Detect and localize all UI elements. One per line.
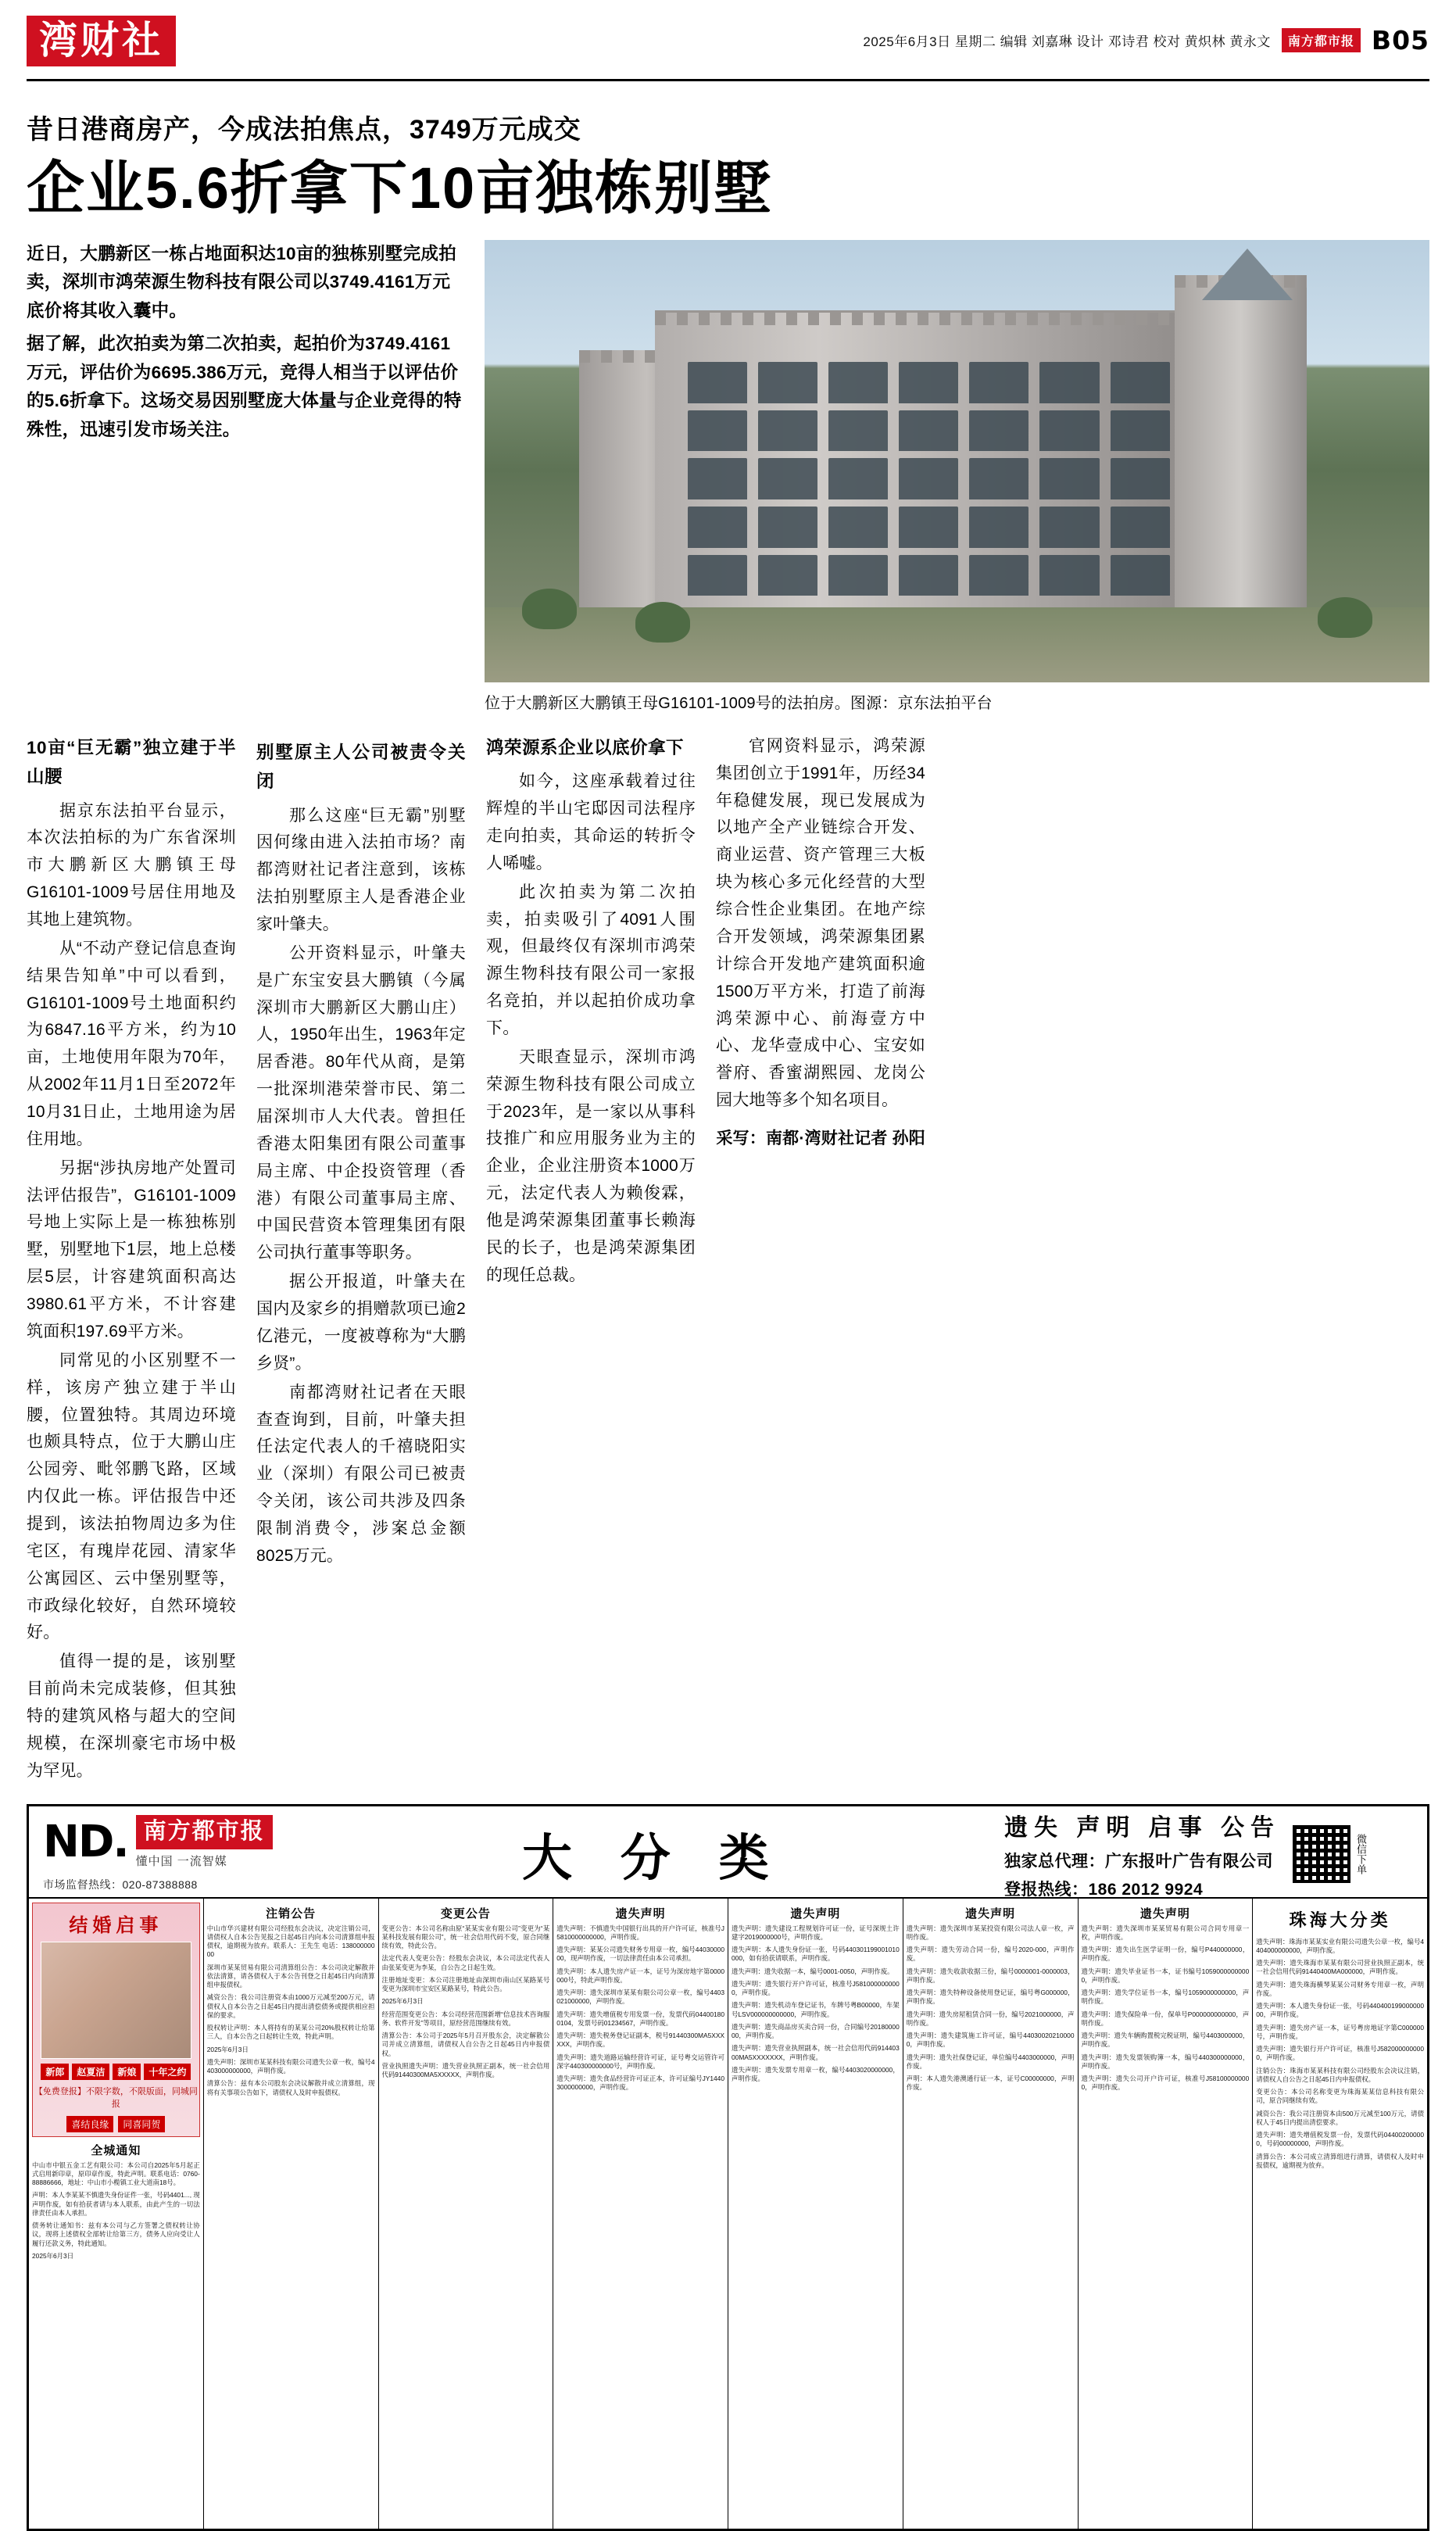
- photo-caption: 位于大鹏新区大鹏镇王母G16101-1009号的法拍房。图源：京东法拍平台: [485, 694, 993, 712]
- classifieds-item: 遗失声明：遗失税务登记证副本，税号91440300MA5XXXXXX，声明作废。: [556, 2032, 724, 2049]
- classifieds-item: 遗失声明：遗失发票领购簿一本，编号440300000000，声明作废。: [1081, 2053, 1250, 2070]
- body-column-4: [716, 733, 925, 1787]
- classifieds-item: 遗失声明：遗失房屋租赁合同一份，编号2021000000，声明作废。: [906, 2010, 1075, 2027]
- classifieds-item: 遗失声明：遗失银行开户许可证，核准号J5810000000000，声明作废。: [732, 1979, 900, 1997]
- classifieds-item: 遗失声明：遗失机动车登记证书，车牌号粤B00000，车架号LSV000000000000，声明作废。: [732, 2001, 900, 2018]
- classifieds-item: 遗失声明：本人遗失身份证一张，号码440301199001010000，如有拾获请联系，声明作废。: [732, 1946, 900, 1963]
- body-paragraph: 据公开报道，叶肇夫在国内及家乡的捐赠款项已逾2亿港元，一度被尊称为“大鹏乡贤”。: [256, 1273, 466, 1373]
- qr-label: 微信下单: [1355, 1833, 1367, 1874]
- nd-logo-cn: 南方都市报: [136, 1815, 273, 1849]
- classifieds-item: 遗失声明：本人遗失房产证一本，证号为深房地字第0000000号，特此声明作废。: [556, 1967, 724, 1984]
- wedding-foot-tag: 喜结良缘: [66, 2116, 113, 2132]
- article-body: [27, 733, 1429, 1787]
- body-paragraph: 官网资料显示，鸿荣源集团创立于1991年，历经34年稳健发展，现已发展成为以地产全产业链综合开发、商业运营、资产管理三大板块为核心多元化经营的大型综合性企业集团。在地产综合开发领域，鸿荣源集团累计综合开发地产建筑面积逾1500万平方米，打造了前海鸿荣源中心、前海壹方中心、龙华壹成中心、宝安如誉府、香蜜湖熙园、龙岗公园大地等多个知名项目。: [716, 736, 925, 1110]
- classifieds-item: 遗失声明：遗失公司开户许可证，核准号J581000000000，声明作废。: [1081, 2075, 1250, 2092]
- wedding-ad-title: 结婚启事: [69, 1914, 163, 1936]
- classifieds-hotline: 登报热线：186 2012 9924: [1003, 1880, 1204, 1899]
- classifieds-item: 变更公告：本公司名称由原“某某实业有限公司”变更为“某某科技发展有限公司”，统一社会信用代码不变，原合同继续有效，特此公告。: [381, 1924, 550, 1950]
- wedding-ad-tags: [33, 2064, 199, 2080]
- classifieds-item: 遗失声明：不慎遗失中国银行出具的开户许可证，核准号J5810000000000，声明作废。: [556, 1924, 724, 1941]
- classifieds-item: 经营范围变更公告：本公司经营范围新增“信息技术咨询服务、软件开发”等项目，原经营范围继续有效。: [381, 2010, 550, 2027]
- classifieds-item: 遗失声明：遗失出生医学证明一份，编号P440000000，声明作废。: [1081, 1946, 1250, 1963]
- body-paragraph: 从“不动产登记信息查询结果告知单”中可以看到，G16101-1009号土地面积约为6847.16平方米，约为10亩，土地使用年限为70年，从2002年11月1日至2072年10月31日止，土地用途为居住用地。: [27, 939, 236, 1148]
- wedding-tag: 十年之约: [144, 2064, 191, 2080]
- section-subhead: 别墅原主人公司被责令关闭: [256, 742, 466, 792]
- classifieds-right-title: 遗失 声明 启事 公告: [1003, 1814, 1280, 1841]
- photo-column: [485, 240, 1429, 713]
- wedding-tag: 赵夏洁: [72, 2064, 109, 2080]
- classifieds-item: 遗失声明：某某公司遗失财务专用章一枚，编号4403000000，现声明作废，一切法律责任由本公司承担。: [556, 1946, 724, 1963]
- lead-row: [27, 240, 1429, 713]
- classifieds-column-6: [903, 1899, 1079, 2529]
- page-number: B05: [1371, 25, 1429, 55]
- classifieds-item: 遗失声明：遗失学位证书一本，编号1059000000000，声明作废。: [1081, 1989, 1250, 2006]
- classifieds-item: 变更公告：本公司名称变更为珠海某某信息科技有限公司，原合同继续有效。: [1256, 2088, 1424, 2105]
- classifieds-item: 遗失声明：遗失保险单一份，保单号P000000000000，声明作废。: [1081, 2010, 1250, 2027]
- classifieds-column-title: 遗失声明: [1139, 1906, 1190, 1921]
- wedding-ad-photo: [41, 1942, 191, 2059]
- classifieds-item: 声明：本人李某某不慎遗失身份证件一张，号码4401..., 现声明作废，如有拾获者请与本人联系，由此产生的一切法律责任由本人承担。: [32, 2191, 200, 2217]
- classifieds-item: 遗失声明：遗失商品房买卖合同一份，合同编号2018000000，声明作废。: [732, 2022, 900, 2040]
- wedding-foot-tag: 同喜同贺: [118, 2116, 165, 2132]
- classifieds-column-3: [379, 1899, 554, 2529]
- classifieds-item: 遗失声明：遗失收款收据三份，编号0000001-0000003，声明作废。: [906, 1967, 1075, 1984]
- classifieds-item: 遗失声明：遗失特种设备使用登记证，编号粤G000000，声明作废。: [906, 1989, 1075, 2006]
- classifieds-item: 遗失声明：遗失食品经营许可证正本，许可证编号JY14403000000000，声明作废。: [556, 2075, 724, 2092]
- classifieds-column-8: [1253, 1899, 1427, 2529]
- body-column-2: [256, 733, 466, 1787]
- classifieds-item: 遗失声明：遗失增值税发票一份，发票代码044002000000，号码00000000，声明作废。: [1256, 2131, 1424, 2148]
- nd-logo-block: [43, 1815, 273, 1892]
- body-paragraph: 天眼查显示，深圳市鸿荣源生物科技有限公司成立于2023年，是一家以从事科技推广和应用服务业为主的企业，企业注册资本1000万元，法定代表人为赖俊霖，他是鸿荣源集团董事长赖海民的长子，也是鸿荣源集团的现任总裁。: [486, 1047, 696, 1284]
- classifieds-item: 法定代表人变更公告：经股东会决议，本公司法定代表人由张某变更为李某，自公告之日起生效。: [381, 1954, 550, 1971]
- classifieds-item: 中山市华兴建材有限公司经股东会决议，决定注销公司，请债权人自本公告见报之日起45日内向本公司清算组申报债权，逾期视为放弃。联系人：王先生 电话：13800000000: [206, 1924, 375, 1959]
- classifieds-item: 注销公告：珠海市某某科技有限公司经股东会决议注销，请债权人自公告之日起45日内申报债权。: [1256, 2066, 1424, 2083]
- classifieds-item: 遗失声明：遗失营业执照副本，统一社会信用代码91440300MA5XXXXXXX，声明作废。: [732, 2044, 900, 2061]
- wedding-ad-line: 【免费登报】不限字数，不限版面，同城同报: [34, 2086, 198, 2109]
- classifieds-item: 清算公告：兹有本公司股东会决议解散并成立清算组，现将有关事项公告如下，请债权人及时申报债权。: [206, 2079, 375, 2096]
- lead-paragraph: 近日，大鹏新区一栋占地面积达10亩的独栋别墅完成拍卖，深圳市鸿荣源生物科技有限公司以3749.4161万元底价将其收入囊中。: [27, 243, 457, 320]
- classifieds-item: 2025年6月3日: [206, 2045, 249, 2053]
- body-paragraph: 如今，这座承载着过往辉煌的半山宅邸因司法程序走向拍卖，其命运的转折令人唏嘘。: [486, 772, 696, 872]
- classifieds-column-title: 遗失声明: [965, 1906, 1016, 1921]
- masthead: [27, 14, 1429, 81]
- classifieds-item: 2025年6月3日: [381, 1997, 424, 2006]
- body-paragraph: 公开资料显示，叶肇夫是广东宝安县大鹏镇（今属深圳市大鹏新区大鹏山庄）人，1950年出生，1963年定居香港。80年代从商，是第一批深圳港荣誉市民、第二届深圳市人大代表。曾担任香港太阳集团有限公司董事局主席、中企投资管理（香港）有限公司董事局主席、中国民营资本管理集团有限公司执行董事等职务。: [256, 943, 466, 1262]
- body-paragraph: 那么这座“巨无霸”别墅因何缘由进入法拍市场？南都湾财社记者注意到，该栋法拍别墅原主人是香港企业家叶肇夫。: [256, 806, 466, 934]
- classifieds-item: 遗失声明：遗失劳动合同一份，编号2020-000，声明作废。: [906, 1946, 1075, 1963]
- body-paragraph: 此次拍卖为第二次拍卖，拍卖吸引了4091人围观，但最终仅有深圳市鸿荣源生物科技有限公司一家报名竞拍，并以起拍价成功拿下。: [486, 882, 696, 1037]
- classifieds-item: 遗失声明：遗失深圳市某某贸易有限公司合同专用章一枚，声明作废。: [1081, 1924, 1250, 1941]
- classifieds-item: 遗失声明：遗失车辆购置税完税证明，编号4403000000，声明作废。: [1081, 2032, 1250, 2049]
- section-logo: 湾财社: [27, 16, 176, 66]
- classifieds-column-title: 遗失声明: [615, 1906, 666, 1921]
- photo-ground: [485, 607, 1429, 682]
- classifieds-column-title: 变更公告: [440, 1906, 491, 1921]
- body-column-1: [27, 733, 236, 1787]
- photo-tower-right: [1175, 275, 1307, 620]
- lead-paragraph: 据了解，此次拍卖为第二次拍卖，起拍价为3749.4161万元，评估价为6695.386万元，竞得人相当于以评估价的5.6折拿下。这场交易因别墅庞大体量与企业竞得的特殊性，迅速引发市场关注。: [27, 334, 462, 439]
- classifieds-item: 声明：本人遗失港澳通行证一本，证号C00000000，声明作废。: [906, 2075, 1075, 2092]
- market-hotline: 市场监督热线：020-87388888: [43, 1878, 198, 1891]
- article-byline: 采写：南都·湾财社记者 孙阳: [716, 1129, 925, 1147]
- classifieds-item: 遗失声明：遗失增值税专用发票一份，发票代码044001800104，发票号码01234567，声明作废。: [556, 2010, 724, 2027]
- nd-logo: [43, 1815, 273, 1868]
- classifieds-column-title: 全城通知: [91, 2143, 141, 2157]
- wedding-ad-foot: [33, 2116, 199, 2132]
- paper-name: 南方都市报: [1282, 28, 1361, 52]
- wedding-ad[interactable]: [32, 1903, 200, 2137]
- nd-slogan: 懂中国 一流智媒: [135, 1854, 227, 1868]
- classifieds-item: 遗失声明：遗失毕业证书一本，证书编号10590000000000，声明作废。: [1081, 1967, 1250, 1984]
- classifieds-right-block: [1004, 1808, 1413, 1900]
- classifieds-item: 遗失声明：珠海市某某实业有限公司遗失公章一枚，编号4404000000000，声明作废。: [1256, 1937, 1424, 1954]
- classifieds-columns: [29, 1899, 1427, 2529]
- classifieds-title: 大 分 类: [522, 1829, 786, 1886]
- photo-window-grid: [688, 362, 1170, 596]
- classifieds-column-2: [204, 1899, 379, 2529]
- body-column-3: [486, 733, 696, 1787]
- classifieds-column-5: [728, 1899, 903, 2529]
- masthead-credits: 2025年6月3日 星期二 编辑 刘嘉琳 设计 邓诗君 校对 黄炽林 黄永文: [863, 34, 1271, 49]
- classifieds-item: 遗失声明：本人遗失身份证一张，号码44040019900000000，声明作废。: [1256, 2002, 1424, 2019]
- article-kicker: 昔日港商房产，今成法拍焦点，3749万元成交: [27, 115, 581, 145]
- wedding-tag: 新郎: [41, 2064, 69, 2080]
- body-paragraph: 据京东法拍平台显示，本次法拍标的为广东省深圳市大鹏新区大鹏镇王母G16101-1009号居住用地及其地上建筑物。: [27, 801, 236, 929]
- article-photo: [485, 240, 1429, 682]
- body-paragraph: 另据“涉执房地产处置司法评估报告”，G16101-1009号地上实际上是一栋独栋别墅，别墅地下1层，地上总楼层5层，计容建筑面积高达3980.61平方米，不计容建筑面积197.69平方米。: [27, 1158, 236, 1341]
- classifieds-section: [27, 1804, 1429, 2531]
- classifieds-item: 营业执照遗失声明：遗失营业执照正副本，统一社会信用代码91440300MA5XXXXX，声明作废。: [381, 2061, 550, 2079]
- masthead-right: [863, 25, 1429, 55]
- classifieds-item: 遗失声明：遗失珠海横琴某某公司财务专用章一枚，声明作废。: [1256, 1980, 1424, 1997]
- classifieds-header: [29, 1806, 1427, 1899]
- classifieds-item: 遗失声明：遗失发票专用章一枚，编号4403020000000，声明作废。: [732, 2065, 900, 2083]
- classifieds-item: 遗失声明：遗失房产证一本，证号粤房地证字第C000000号，声明作废。: [1256, 2023, 1424, 2040]
- classifieds-item: 清算公告：本公司于2025年5月召开股东会，决定解散公司并成立清算组，请债权人自公告之日起45日内申报债权。: [381, 2032, 550, 2057]
- classifieds-column-1: [29, 1899, 204, 2529]
- nd-logo-mark: ND.: [43, 1816, 128, 1867]
- classifieds-item: 遗失声明：遗失银行开户许可证，核准号J5820000000000，声明作废。: [1256, 2045, 1424, 2062]
- classifieds-item: 减资公告：我公司注册资本由500万元减至100万元，请债权人于45日内提出清偿要求。: [1256, 2109, 1424, 2126]
- photo-villa-main: [655, 310, 1203, 620]
- section-subhead: 鸿荣源系企业以底价拿下: [486, 737, 685, 757]
- wedding-tag: 新娘: [113, 2064, 141, 2080]
- classifieds-item: 清算公告：本公司成立清算组进行清算，请债权人及时申报债权，逾期视为放弃。: [1256, 2152, 1424, 2169]
- classifieds-agent: 独家总代理：广东报叶广告有限公司: [1003, 1852, 1273, 1871]
- article-headline: 企业5.6折拿下10亩独栋别墅: [27, 156, 774, 220]
- classifieds-column-7: [1079, 1899, 1254, 2529]
- classifieds-item: 2025年6月3日: [32, 2251, 74, 2260]
- classifieds-item: 遗失声明：遗失深圳市某某投资有限公司法人章一枚，声明作废。: [906, 1924, 1075, 1941]
- classifieds-item: 减资公告：我公司注册资本由1000万元减至200万元，请债权人自本公告之日起45日内提出清偿债务或提供相应担保的要求。: [206, 1993, 375, 2019]
- classifieds-column-4: [553, 1899, 728, 2529]
- classifieds-column-title: 注销公告: [266, 1906, 317, 1921]
- classifieds-item: 遗失声明：遗失道路运输经营许可证，证号粤交运管许可深字440300000000号，声明作废。: [556, 2053, 724, 2070]
- classifieds-item: 中山市中银五金工艺有限公司：本公司自2025年5月起正式启用新印章，原印章作废，特此声明。联系电话：0760-88886666，地址：中山市小榄镇工业大道南18号。: [32, 2160, 200, 2187]
- body-paragraph: 值得一提的是，该别墅目前尚未完成装修，但其独特的建筑风格与超大的空间规模，在深圳豪宅市场中极为罕见。: [27, 1652, 236, 1780]
- classifieds-item: 遗失声明：遗失深圳市某某有限公司公章一枚，编号4403021000000，声明作废。: [556, 1989, 724, 2006]
- qr-code-icon[interactable]: [1293, 1825, 1350, 1883]
- classifieds-item: 深圳市某某贸易有限公司清算组公告：本公司决定解散并依法清算，请各债权人于本公告刊登之日起45日内向清算组申报债权。: [206, 1963, 375, 1989]
- classifieds-column-title: 遗失声明: [790, 1906, 841, 1921]
- classifieds-item: 股权转让声明：本人将持有的某某公司20%股权转让给第三人，自本公告之日起转让生效，特此声明。: [206, 2024, 375, 2041]
- classifieds-item: 遗失声明：遗失社保登记证，单位编号4403000000，声明作废。: [906, 2053, 1075, 2070]
- photo-spire: [1202, 249, 1293, 300]
- classifieds-item: 遗失声明：遗失建设工程规划许可证一份，证号深规土许建字2019000000号，声明作废。: [732, 1924, 900, 1941]
- body-paragraph: 同常见的小区别墅不一样，该房产独立建于半山腰，位置独特。其周边环境也颇具特点，位于大鹏山庄公园旁、毗邻鹏飞路，区域内仅此一栋。评估报告中还提到，该法拍物周边多为住宅区，有瑰岸花园、清家华公寓园区、云中堡别墅等，市政绿化较好，自然环境较好。: [27, 1351, 236, 1642]
- classifieds-item: 债务转让通知书：兹有本公司与乙方签署之债权转让协议，现将上述债权全部转让给第三方，债务人应向受让人履行还款义务，特此通知。: [32, 2221, 200, 2247]
- classifieds-column-title: 珠海大分类: [1289, 1910, 1391, 1930]
- classifieds-item: 注册地址变更：本公司注册地址由深圳市南山区某路某号变更为深圳市宝安区某路某号，特此公告。: [381, 1975, 550, 1993]
- section-subhead: 10亩“巨无霸”独立建于半山腰: [27, 737, 236, 787]
- classifieds-contact: [1004, 1808, 1280, 1900]
- classifieds-item: 遗失声明：遗失收据一本，编号0001-0050，声明作废。: [732, 1967, 894, 1975]
- body-paragraph: 南都湾财社记者在天眼查查询到，目前，叶肇夫担任法定代表人的千禧晓阳实业（深圳）有限公司已被责令关闭，该公司共涉及四条限制消费令，涉案总金额8025万元。: [256, 1383, 466, 1565]
- classifieds-item: 遗失声明：遗失建筑施工许可证，编号440300202100000，声明作废。: [906, 2032, 1075, 2049]
- classifieds-item: 遗失声明：遗失珠海市某某有限公司营业执照正副本，统一社会信用代码91440400MA000000，声明作废。: [1256, 1959, 1424, 1976]
- classifieds-item: 遗失声明：深圳市某某科技有限公司遗失公章一枚，编号4403000000000，声明作废。: [206, 2057, 375, 2075]
- article-lead: [27, 240, 464, 713]
